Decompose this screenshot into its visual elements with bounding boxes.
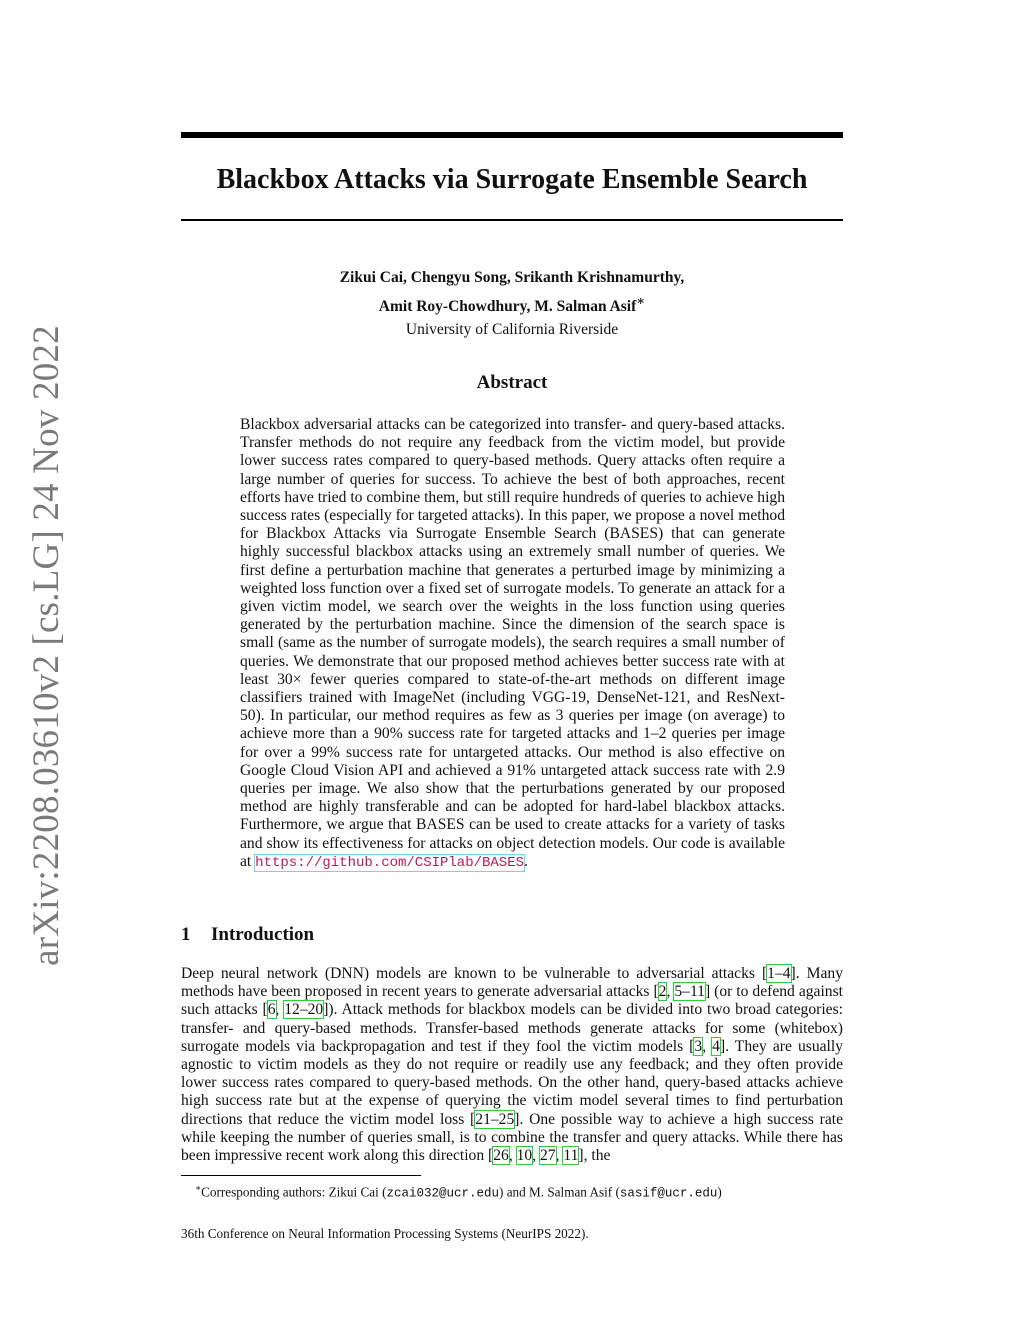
intro-text: ] (or to defend against such attacks [ — [181, 983, 843, 1019]
citation[interactable]: 26 — [493, 1147, 509, 1165]
footnote-rule — [181, 1175, 421, 1176]
intro-text: ]. Many methods have been proposed in recent years to generate adversarial attacks [ — [181, 965, 844, 1001]
citation-sep: , — [275, 1001, 285, 1019]
paper-title: Blackbox Attacks via Surrogate Ensemble Search — [216, 164, 808, 195]
abstract-body — [240, 416, 785, 872]
citation[interactable]: 1–4 — [767, 965, 791, 982]
section-title: Introduction — [211, 924, 315, 945]
code-link[interactable]: https://github.com/CSIPlab/BASES — [255, 854, 525, 871]
author-line-2 — [181, 289, 843, 318]
citation[interactable]: 21–25 — [475, 1110, 515, 1128]
citation[interactable]: 5–11 — [674, 983, 705, 1001]
citation[interactable]: 4 — [712, 1037, 720, 1055]
email-cai: zcai032@ucr.edu — [386, 1186, 499, 1201]
intro-paragraph — [181, 965, 843, 1165]
citation[interactable]: 12–20 — [284, 1001, 324, 1019]
abstract-end: . — [524, 852, 528, 870]
citation[interactable]: 6 — [267, 1001, 276, 1019]
citation-sep: , — [532, 1147, 540, 1165]
intro-text: ], the — [578, 1147, 611, 1165]
intro-text: ]). Attack methods for blackbox models can be divided into two broad categories: transfer- and query-based methods. Transfer-based methods generate attacks for some (whitebox) surrogate models via backpropagation and test if they fool the victim models [ — [181, 1001, 843, 1055]
footnote-text: ) — [717, 1184, 722, 1200]
citation-sep: , — [508, 1147, 517, 1165]
email-asif: sasif@ucr.edu — [619, 1186, 718, 1201]
citation[interactable]: 10 — [516, 1147, 533, 1165]
citation[interactable]: 2 — [658, 983, 667, 1001]
intro-text: ]. They are usually agnostic to victim models as they do not require or readily use any feedback; and they often provide lower success rates compared to query-based methods. On the other hand, query-based attacks achieve high success rate but at the expense of querying the victim model several times to find perturbation directions that reduce the victim model loss [ — [181, 1037, 844, 1128]
footnote — [181, 1180, 843, 1202]
arxiv-id: arXiv:2208.03610v2 [cs.LG] 24 Nov 2022 — [25, 324, 67, 966]
footnote-text: ) and M. Salman Asif ( — [499, 1184, 620, 1200]
citation[interactable]: 27 — [540, 1147, 556, 1165]
footnote-text: Corresponding authors: Zikui Cai ( — [201, 1184, 387, 1200]
citation[interactable]: 11 — [563, 1147, 579, 1165]
title-rule-top — [181, 132, 843, 138]
citation-sep: , — [555, 1147, 564, 1165]
title-rule-bottom — [181, 219, 843, 221]
arxiv-sidebar — [20, 324, 72, 966]
intro-text: ]. One possible way to achieve a high success rate while keeping the number of queries small, is to combine the transfer and query attacks. While there has been impressive recent work along this direction [ — [181, 1110, 843, 1165]
author-block — [181, 266, 843, 341]
intro-text: Deep neural network (DNN) models are known to be vulnerable to adversarial attacks [ — [181, 965, 768, 982]
abstract-text: Blackbox adversarial attacks can be categorized into transfer- and query-based attacks. Transfer methods do not require any feedback from the victim model, but provide lower success rates compared to query-based methods. Query attacks often require a large number of queries for success. To achieve the best of both approaches, recent efforts have tried to combine them, but still require hundreds of queries to achieve high success rates (especially for targeted attacks). In this paper, we propose a novel method for Blackbox Attacks via Surrogate Ensemble Search (BASES) that can generate highly successful blackbox attacks using an extremely small number of queries. We first define a perturbation machine that generates a perturbed image by minimizing a weighted loss function over a fixed set of surrogate models. To generate an attack for a given victim model, we search over the weights in the loss function using queries generated by the perturbation machine. Since the dimension of the search space is small (same as the number of surrogate models), the search requires a small number of queries. We demonstrate that our proposed method achieves better success rate with at least 30× fewer queries compared to state-of-the-art methods on different image classifiers trained with ImageNet (including VGG-19, DenseNet-121, and ResNext-50). In particular, our method requires as few as 3 queries per image (on average) to achieve more than a 90% success rate for targeted attacks and 1–2 queries per image for over a 99% success rate for untargeted attacks. Our method is also effective on Google Cloud Vision API and achieved a 91% untargeted attack success rate with 2.9 queries per image. We also show that the perturbations generated by our proposed method are highly transferable and can be adopted for hard-label blackbox attacks. Furthermore, we argue that BASES can be used to create attacks for a variety of tasks and show its effectiveness for attacks on object detection models. Our code is available at — [240, 416, 785, 870]
author-names-2: Amit Roy-Chowdhury, M. Salman Asif — [378, 298, 637, 316]
citation-sep: , — [702, 1037, 713, 1055]
section-number: 1 — [181, 924, 191, 945]
citation[interactable]: 3 — [694, 1037, 703, 1055]
footnote-mark: ∗ — [195, 1183, 202, 1193]
venue-note: 36th Conference on Neural Information Processing Systems (NeurIPS 2022). — [181, 1226, 589, 1241]
abstract-heading: Abstract — [476, 372, 548, 393]
citation-sep: , — [666, 983, 675, 1001]
section-heading — [181, 924, 314, 946]
affiliation: University of California Riverside — [405, 321, 619, 339]
author-line-1: Zikui Cai, Chengyu Song, Srikanth Krishnamurthy, — [339, 269, 685, 286]
author-asterisk: ∗ — [636, 293, 646, 308]
